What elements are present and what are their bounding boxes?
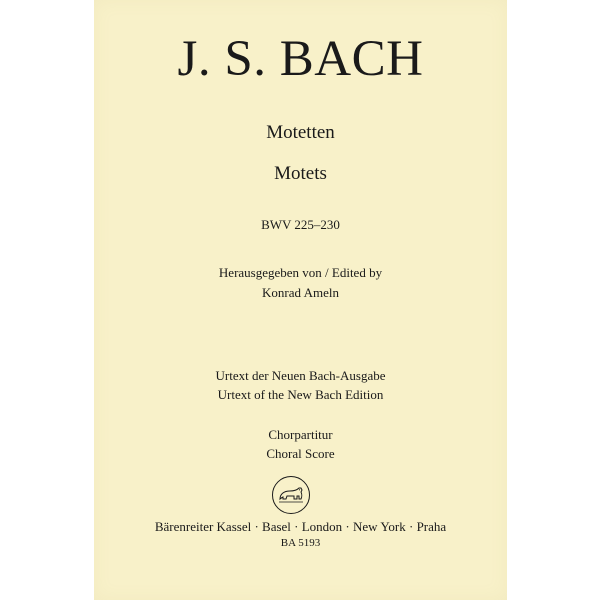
editor-label: Herausgegeben von / Edited by bbox=[218, 265, 383, 280]
composer-name: J. S. BACH bbox=[177, 31, 424, 87]
cover-page bbox=[94, 0, 507, 600]
catalog-range: BWV 225–230 bbox=[261, 217, 340, 232]
score-type-english: Choral Score bbox=[266, 446, 335, 461]
title-german: Motetten bbox=[266, 122, 335, 143]
urtext-german: Urtext der Neuen Bach-Ausgabe bbox=[215, 368, 386, 383]
urtext-english: Urtext of the New Bach Edition bbox=[217, 387, 384, 402]
publisher-line: Bärenreiter Kassel · Basel · London · New York · Praha bbox=[154, 519, 447, 534]
editor-name: Konrad Ameln bbox=[262, 285, 339, 300]
title-english: Motets bbox=[274, 163, 327, 184]
score-type-german: Chorpartitur bbox=[268, 427, 333, 442]
baerenreiter-bear-logo-icon bbox=[271, 475, 311, 515]
catalog-number: BA 5193 bbox=[280, 537, 321, 549]
